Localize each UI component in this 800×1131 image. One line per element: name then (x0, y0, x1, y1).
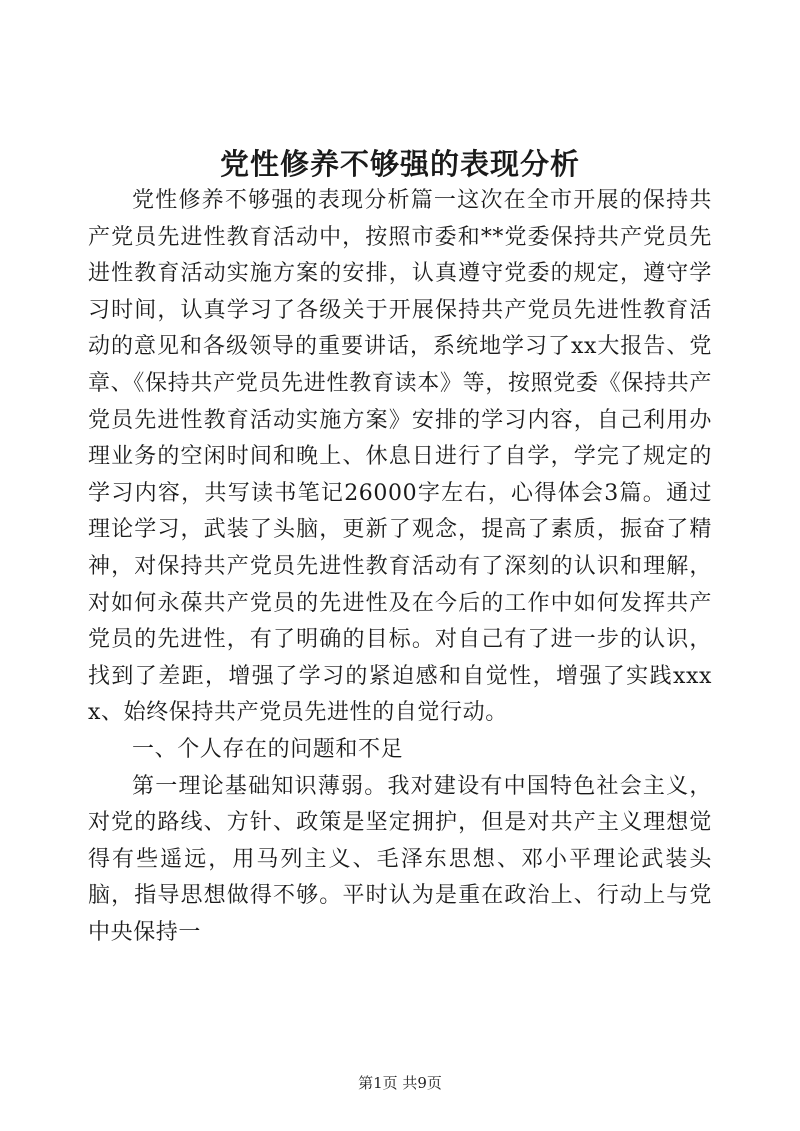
document-body (88, 183, 712, 951)
body-paragraph: 党性修养不够强的表现分析篇一这次在全市开展的保持共产党员先进性教育活动中，按照市委和**党委保持共产党员先进性教育活动实施方案的安排，认真遵守党委的规定，遵守学习时间，认真学习了各级关于开展保持共产党员先进性教育活动的意见和各级领导的重要讲话，系统地学习了xx大报告、党章、《保持共产党员先进性教育读本》等，按照党委《保持共产党员先进性教育活动实施方案》安排的学习内容，自己利用办理业务的空闲时间和晚上、休息日进行了自学，学完了规定的学习内容，共写读书笔记26000字左右，心得体会3篇。通过理论学习，武装了头脑，更新了观念，提高了素质，振奋了精神，对保持共产党员先进性教育活动有了深刻的认识和理解，对如何永葆共产党员的先进性及在今后的工作中如何发挥共产党员的先进性，有了明确的目标。对自己有了进一步的认识，找到了差距，增强了学习的紧迫感和自觉性，增强了实践xxxx、始终保持共产党员先进性的自觉行动。 (88, 188, 712, 726)
section-paragraph: 第一理论基础知识薄弱。我对建设有中国特色社会主义，对党的路线、方针、政策是坚定拥护，但是对共产主义理想觉得有些遥远，用马列主义、毛泽东思想、邓小平理论武装头脑，指导思想做得不够。平时认为是重在政治上、行动上与党中央保持一 (88, 773, 712, 945)
page-footer: 第1页 共9页 (358, 1074, 442, 1092)
section-heading: 一、个人存在的问题和不足 (132, 736, 404, 762)
document-title: 党性修养不够强的表现分析 (219, 147, 580, 181)
